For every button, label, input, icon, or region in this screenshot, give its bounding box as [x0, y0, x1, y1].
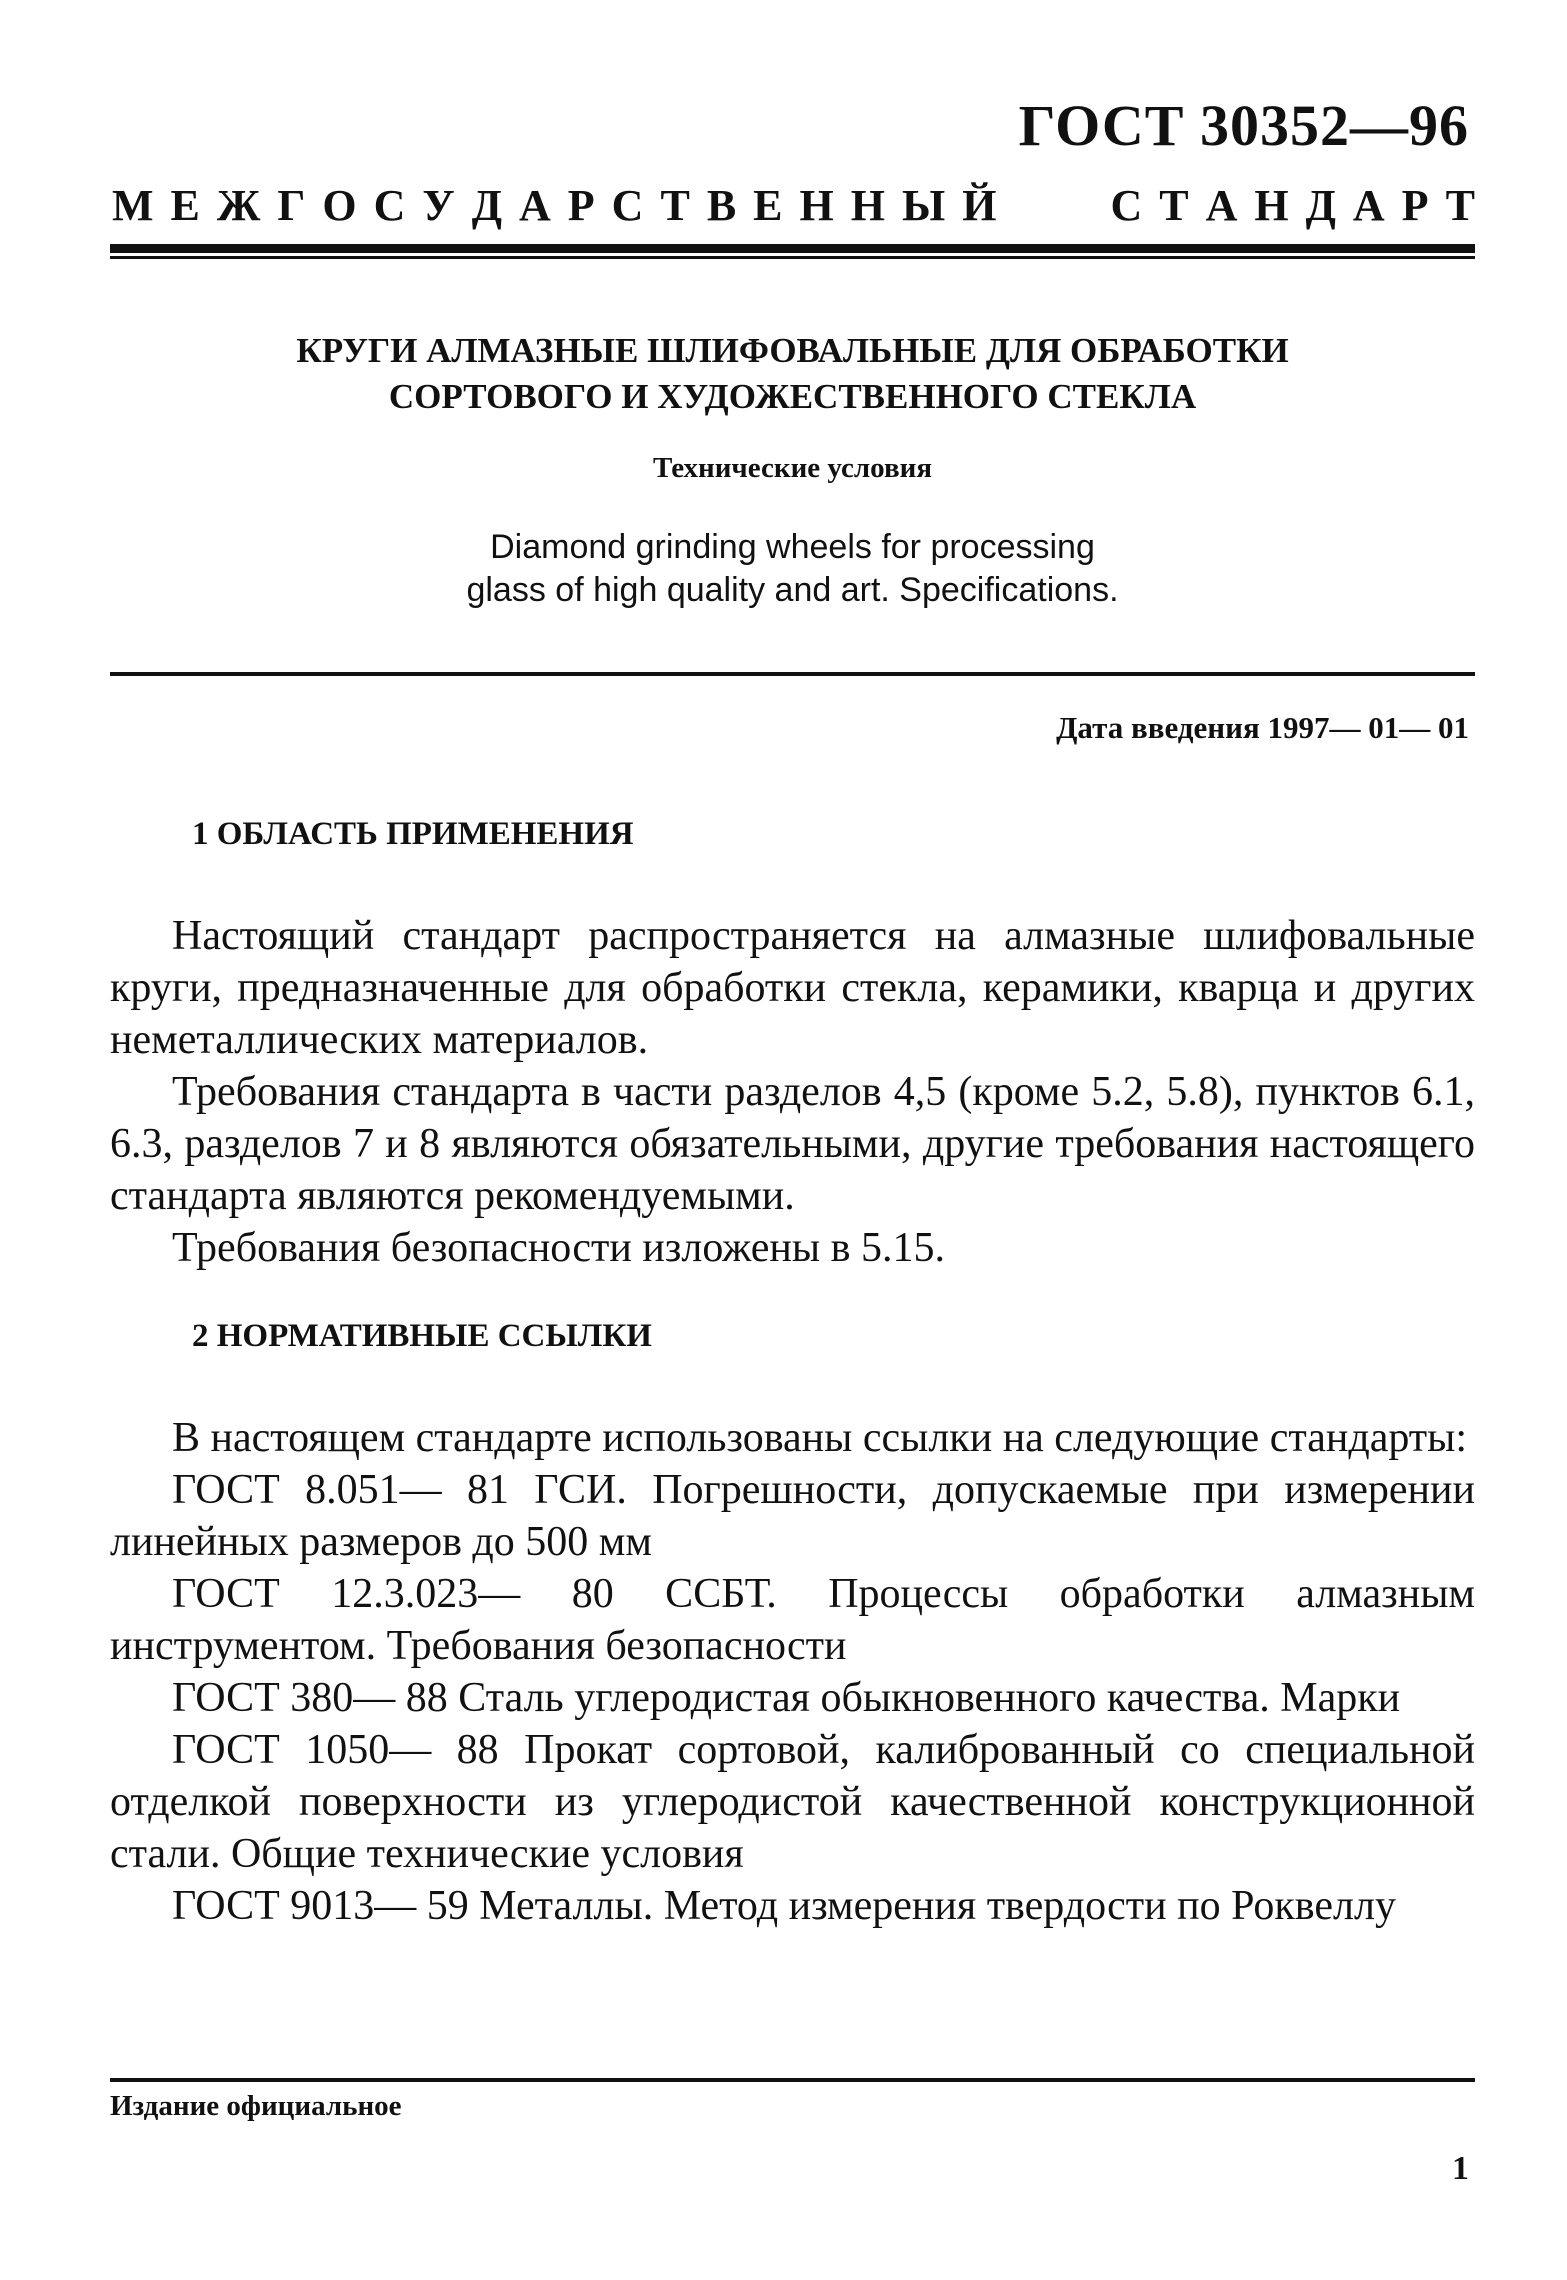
reference-item: ГОСТ 8.051— 81 ГСИ. Погрешности, допускаемые при измерении линейных размеров до 500 мм [110, 1467, 1475, 1565]
english-title-line-1: Diamond grinding wheels for processing [490, 528, 1095, 566]
banner-letter: А [1205, 181, 1238, 230]
banner-letter: Е [170, 181, 200, 230]
interstate-standard-banner [112, 180, 1475, 231]
document-title [110, 328, 1475, 420]
banner-letter: О [322, 181, 357, 230]
footer-rule [110, 2078, 1475, 2082]
page-number: 1 [1452, 2150, 1469, 2187]
banner-letter: Р [567, 181, 595, 230]
reference-item: ГОСТ 380— 88 Сталь углеродистая обыкновенного качества. Марки [172, 1675, 1401, 1721]
banner-letter: В [706, 181, 737, 230]
banner-letter: С [373, 181, 406, 230]
banner-letter: Д [471, 181, 502, 230]
banner-letter: А [519, 181, 551, 230]
english-title [110, 526, 1475, 612]
reference-item: ГОСТ 9013— 59 Металлы. Метод измерения твердости по Роквеллу [172, 1883, 1396, 1929]
section-2-body [110, 1412, 1475, 1932]
header-rule-thin [110, 256, 1475, 259]
reference-item: ГОСТ 12.3.023— 80 ССБТ. Процессы обработки алмазным инструментом. Требования безопасности [110, 1571, 1475, 1669]
official-edition-label: Издание официальное [110, 2090, 402, 2122]
document-number: ГОСТ 30352—96 [1018, 93, 1469, 158]
banner-letter: Е [753, 181, 783, 230]
banner-letter: М [112, 181, 154, 230]
introduction-date: Дата введения 1997— 01— 01 [1056, 710, 1469, 745]
title-line-2: СОРТОВОГО И ХУДОЖЕСТВЕННОГО СТЕКЛА [388, 377, 1197, 416]
english-title-line-2: glass of high quality and art. Specifications. [466, 571, 1119, 609]
banner-letter: Ж [216, 181, 261, 230]
header-rule-thick [110, 244, 1475, 253]
document-subtitle: Технические условия [652, 452, 933, 484]
banner-letter: Й [962, 181, 997, 230]
banner-letter: С [1110, 181, 1143, 230]
section-1-paragraph: Настоящий стандарт распространяется на алмазные шлифовальные круги, предназначенные для обработки стекла, керамики, кварца и других неметаллических материалов. [110, 913, 1475, 1063]
banner-letter: С [611, 181, 644, 230]
banner-letter: Н [850, 181, 885, 230]
banner-letter: Р [1401, 181, 1429, 230]
banner-letter: А [1352, 181, 1385, 230]
title-line-1: КРУГИ АЛМАЗНЫЕ ШЛИФОВАЛЬНЫЕ ДЛЯ ОБРАБОТКИ [296, 331, 1289, 370]
banner-letter: У [422, 181, 455, 230]
banner-letter: Т [1159, 181, 1189, 230]
banner-letter: Т [660, 181, 690, 230]
section-2-heading: 2 НОРМАТИВНЫЕ ССЫЛКИ [192, 1318, 652, 1354]
section-1-paragraph: Требования стандарта в части разделов 4,5 (кроме 5.2, 5.8), пунктов 6.1, 6.3, разделов 7 и 8 являются обязательными, другие требования настоящего стандарта являются рекомендуемыми. [110, 1069, 1475, 1219]
banner-letter: Г [277, 181, 306, 230]
title-rule [110, 672, 1475, 676]
section-1-heading: 1 ОБЛАСТЬ ПРИМЕНЕНИЯ [192, 816, 634, 852]
banner-letter: Н [799, 181, 834, 230]
banner-letter: Д [1305, 181, 1336, 230]
section-2-intro: В настоящем стандарте использованы ссылки на следующие стандарты: [172, 1415, 1468, 1461]
reference-item: ГОСТ 1050— 88 Прокат сортовой, калиброванный со специальной отделкой поверхности из углеродистой качественной конструкционной стали. Общие технические условия [110, 1727, 1475, 1877]
section-1-paragraph: Требования безопасности изложены в 5.15. [172, 1225, 945, 1271]
section-1-body [110, 910, 1475, 1274]
banner-letter: Н [1254, 181, 1289, 230]
banner-word-gap [1013, 180, 1093, 231]
banner-letter: Т [1445, 181, 1475, 230]
banner-letter: Ы [902, 181, 946, 230]
